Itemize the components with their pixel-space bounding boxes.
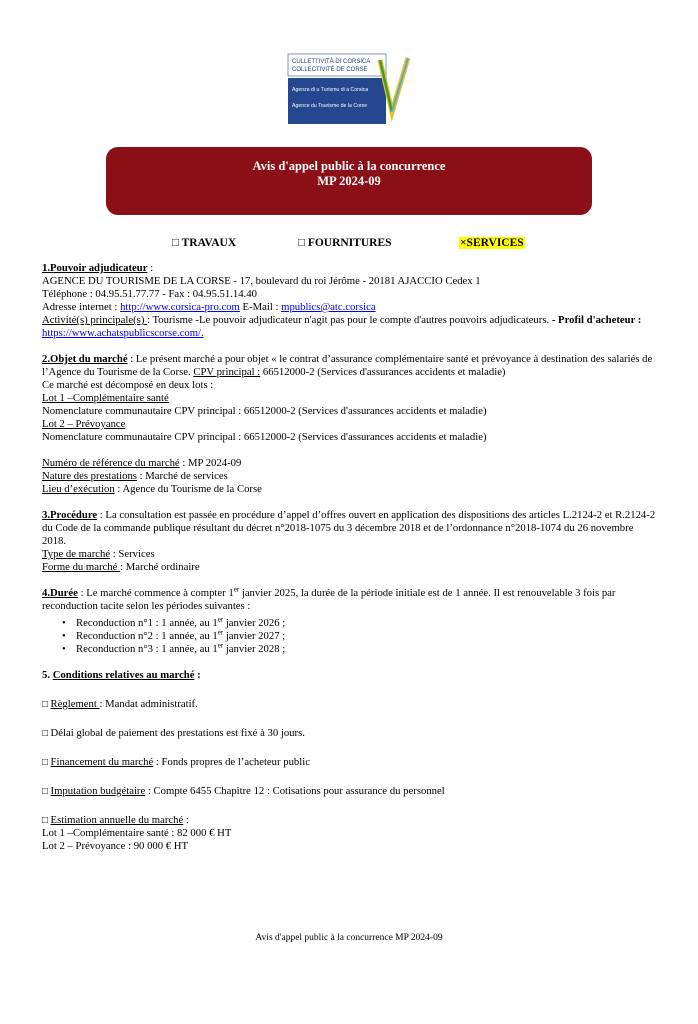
s5-delai	[42, 727, 658, 740]
s2-lieu-label: Lieu d’exécution	[42, 483, 115, 495]
s3-type-label: Type de marché	[42, 548, 111, 560]
checkbox-icon: □	[42, 699, 51, 710]
s2-lot2-title-text: Lot 2 – Prévoyance	[42, 418, 126, 430]
s2-lieu-value: : Agence du Tourisme de la Corse	[114, 483, 262, 495]
banner-ref: MP 2024-09	[317, 174, 381, 188]
item-sup: er	[217, 628, 224, 637]
s5-heading-num: 5.	[42, 669, 53, 681]
s4-text-b: janvier 2025, la durée de la période initiale est de 1 année. Il est renouvelable 3 fois par reconduction tacite selon les périodes suivantes :	[42, 587, 616, 612]
buyer-profile-link[interactable]: https://www.achatspublicscorse.com/.	[42, 327, 204, 339]
s3-forme-label: Forme du marché	[42, 561, 121, 573]
s2-lot1-nomen: Nomenclature communautaire CPV principal : 66512000-2 (Services d'assurances accidents et maladie)	[42, 405, 487, 417]
s5-lot1-estimate: Lot 1 –Complémentaire santé : 82 000 € HT	[42, 827, 232, 839]
s2-nature-value: : Marché de services	[136, 470, 228, 482]
s2-heading: 2.Objet du marché	[42, 353, 128, 365]
item-text: Reconduction n°2 : 1 année, au 1	[76, 630, 218, 642]
s4-sup: er	[233, 585, 240, 594]
s3-forme-value: : Marché ordinaire	[120, 561, 200, 573]
page-footer: Avis d'appel public à la concurrence MP 2024-09	[255, 933, 443, 943]
s2-lot1-title	[42, 392, 658, 405]
checkbox-icon: □	[42, 815, 51, 826]
s2-ref-value: : MP 2024-09	[179, 457, 242, 469]
s5-fin-label: Financement du marché	[50, 756, 154, 768]
item-sup: er	[217, 641, 224, 650]
bullet-icon: •	[62, 617, 66, 629]
s1-phone: Téléphone : 04.95.51.77.77 - Fax : 04.95.51.14.40	[42, 288, 257, 300]
s2-lots-intro: Ce marché est décomposé en deux lots :	[42, 379, 214, 391]
s1-profile-label: - Profil d'acheteur :	[551, 314, 642, 326]
s1-agency: AGENCE DU TOURISME DE LA CORSE - 17, boulevard du roi Jérôme - 20181 AJACCIO Cedex 1	[42, 275, 481, 287]
s3-forme	[42, 561, 658, 574]
s5-imp-label: Imputation budgétaire	[50, 785, 146, 797]
s3-type-value: : Services	[110, 548, 155, 560]
checkbox-icon: □	[42, 728, 51, 739]
s5-heading: Conditions relatives au marché	[52, 669, 195, 681]
logo-line4: Agence du Tourisme de la Corse	[292, 103, 368, 109]
s5-est-label: Estimation annuelle du marché	[50, 814, 184, 826]
s2-lieu	[42, 483, 658, 496]
reconduction-list	[42, 617, 658, 656]
s1-activity-text: : Tourisme -Le pouvoir adjudicateur n'agit pas pour le compte d'autres pouvoirs adjudicateurs.	[147, 314, 552, 326]
s2-cpv-label: CPV principal :	[193, 366, 261, 378]
category-services	[459, 237, 525, 249]
s1-web-label: Adresse internet :	[42, 301, 121, 313]
item-sup: er	[217, 615, 224, 624]
s2-cpv-text: 66512000-2 (Services d'assurances accidents et maladie)	[260, 366, 506, 378]
document-body	[42, 262, 658, 853]
s1-activity-label: Activité(s) principale(s)	[42, 314, 148, 326]
section-5-heading	[42, 669, 658, 682]
list-item	[62, 628, 658, 643]
bullet-icon: •	[62, 630, 66, 642]
checkbox-icon: □	[42, 786, 51, 797]
s2-ref-label: Numéro de référence du marché	[42, 457, 180, 469]
item-tail: janvier 2026 ;	[223, 617, 286, 629]
item-text: Reconduction n°3 : 1 année, au 1	[76, 643, 218, 655]
s1-email-label: E-Mail :	[239, 301, 282, 313]
category-fournitures: □ FOURNITURES	[298, 237, 392, 249]
s2-nature	[42, 470, 658, 483]
category-services-label: ×SERVICES	[460, 237, 524, 249]
email-link[interactable]: mpublics@atc.corsica	[281, 301, 376, 313]
s4-heading: 4.Durée	[42, 587, 78, 599]
s5-reglement-value: : Mandat administratif.	[99, 698, 198, 710]
s2-intro: : Le présent marché a pour objet « le contrat d’assurance complémentaire santé et prévoyance à destination des salariés de l’Agence du Tourisme de la Corse.	[42, 353, 653, 378]
s5-est-colon: :	[183, 814, 189, 826]
website-link[interactable]: http://www.corsica-pro.com	[120, 301, 240, 313]
s1-heading-text: 1.Pouvoir adjudicateur	[42, 262, 148, 274]
s2-ref	[42, 457, 658, 470]
s1-web	[42, 301, 658, 314]
section-1-heading	[42, 262, 658, 275]
section-4-duree	[42, 587, 658, 613]
list-item	[62, 615, 658, 630]
item-tail: janvier 2027 ;	[223, 630, 286, 642]
s5-imputation	[42, 785, 658, 798]
s5-fin-value: : Fonds propres de l’acheteur public	[153, 756, 310, 768]
logo-line3: Agenza di u Turismu di a Corsica	[292, 87, 369, 93]
item-text: Reconduction n°1 : 1 année, au 1	[76, 617, 218, 629]
bullet-icon: •	[62, 643, 66, 655]
s1-colon: :	[147, 262, 154, 274]
corsica-logo	[284, 52, 412, 126]
s5-estimation	[42, 814, 658, 827]
section-2-objet	[42, 353, 658, 379]
s2-nature-label: Nature des prestations	[42, 470, 137, 482]
s5-reglement-label: Règlement	[50, 698, 100, 710]
logo-line2: COLLECTIVITÉ DE CORSE	[292, 67, 368, 73]
banner-title: Avis d'appel public à la concurrence	[252, 159, 446, 173]
s2-lot1-title-text: Lot 1 –Complémentaire santé	[42, 392, 169, 404]
title-banner	[106, 147, 592, 215]
s2-lot2-title	[42, 418, 658, 431]
checkbox-icon: □	[42, 757, 51, 768]
s5-lot2-estimate: Lot 2 – Prévoyance : 90 000 € HT	[42, 840, 189, 852]
list-item	[62, 641, 658, 656]
s4-text-a: : Le marché commence à compter 1	[77, 587, 234, 599]
s3-type	[42, 548, 658, 561]
s5-financement	[42, 756, 658, 769]
category-travaux: □ TRAVAUX	[172, 237, 237, 249]
s5-reglement	[42, 698, 658, 711]
section-3-procedure	[42, 509, 658, 548]
s5-delai-text: Délai global de paiement des prestations est fixé à 30 jours.	[50, 727, 305, 739]
logo-line1: CULLETTIVITÀ DI CORSICA	[292, 59, 371, 65]
s3-text: : La consultation est passée en procédure d’appel d’offres ouvert en application des dispositions des articles L.2124-2 et R.2124-2 du Code de la commande publique résultant du décret n°2018-1075 du 3 décembre 2018 et de l’ordonnance n°2018-1074 du 26 novembre 2018.	[42, 509, 656, 547]
s5-imp-value: : Compte 6455 Chapitre 12 : Cotisations pour assurance du personnel	[145, 785, 445, 797]
s1-activity	[42, 314, 658, 340]
item-tail: janvier 2028 ;	[223, 643, 286, 655]
s5-colon: :	[194, 669, 201, 681]
s2-lot2-nomen: Nomenclature communautaire CPV principal : 66512000-2 (Services d'assurances accidents et maladie)	[42, 431, 487, 443]
s3-heading: 3.Procédure	[42, 509, 98, 521]
